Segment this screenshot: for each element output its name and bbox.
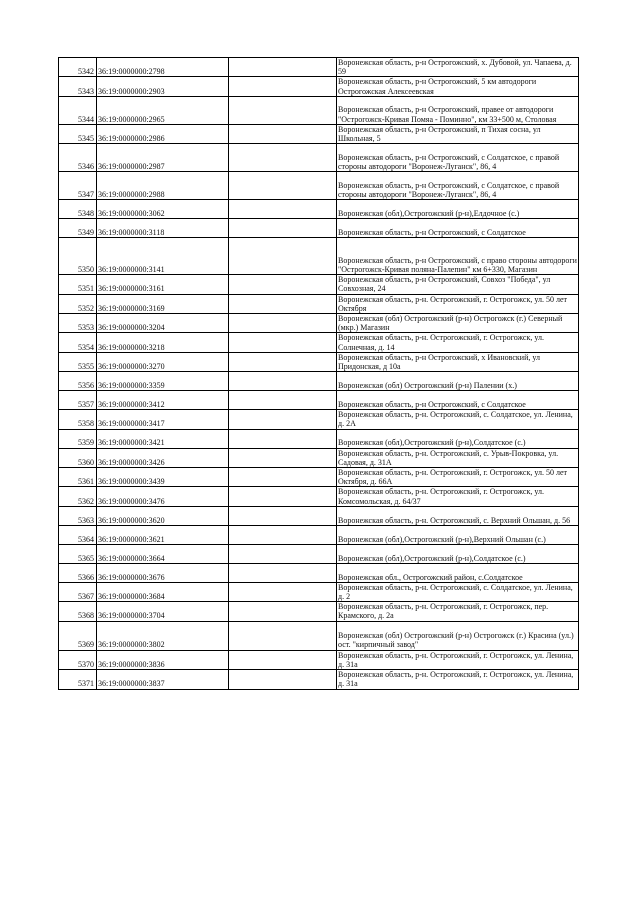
row-number: 5363 <box>59 506 97 525</box>
cadastral-number: 36:19:0000000:3412 <box>97 391 229 410</box>
cadastral-number: 36:19:0000000:2798 <box>97 58 229 77</box>
empty-cell <box>229 391 337 410</box>
table-row <box>59 275 579 294</box>
table-row <box>59 219 579 238</box>
empty-cell <box>229 333 337 352</box>
address-cell: Воронежская (обл) Острогожский (р-н) Острогожск (г.) Северный (мкр.) Магазин <box>337 314 579 333</box>
address-cell: Воронежская область, р-н Острогожский, 5 км автодороги Острогожская Алексеевская <box>337 77 579 96</box>
cadastral-number: 36:19:0000000:3062 <box>97 200 229 219</box>
cadastral-number: 36:19:0000000:3476 <box>97 487 229 506</box>
empty-cell <box>229 238 337 275</box>
table-row <box>59 448 579 467</box>
empty-cell <box>229 58 337 77</box>
table-row <box>59 238 579 275</box>
table-row <box>59 58 579 77</box>
table-row <box>59 144 579 172</box>
address-cell: Воронежская (обл) Острогожский (р-н) Палении (х.) <box>337 372 579 391</box>
empty-cell <box>229 621 337 650</box>
table-row <box>59 544 579 563</box>
address-cell: Воронежская область, р-н. Острогожский, г. Острогожск, ул. Ленина, д. 31а <box>337 670 579 689</box>
row-number: 5353 <box>59 314 97 333</box>
table-row <box>59 487 579 506</box>
row-number: 5355 <box>59 352 97 371</box>
address-cell: Воронежская область, р-н Острогожский, х Ивановский, ул Придонская, д 10а <box>337 352 579 371</box>
cadastral-number: 36:19:0000000:3439 <box>97 468 229 487</box>
cadastral-number: 36:19:0000000:3621 <box>97 525 229 544</box>
cadastral-number: 36:19:0000000:3161 <box>97 275 229 294</box>
address-cell: Воронежская область, р-н Острогожский, правее от автодороги "Острогожск-Кривая Помяа - Поминно", км 33+500 м, Столовая <box>337 96 579 124</box>
table-row <box>59 621 579 650</box>
cadastral-number: 36:19:0000000:3417 <box>97 410 229 429</box>
cadastral-number: 36:19:0000000:3664 <box>97 544 229 563</box>
row-number: 5357 <box>59 391 97 410</box>
row-number: 5369 <box>59 621 97 650</box>
cadastral-number: 36:19:0000000:3204 <box>97 314 229 333</box>
row-number: 5364 <box>59 525 97 544</box>
empty-cell <box>229 275 337 294</box>
empty-cell <box>229 77 337 96</box>
cadastral-number: 36:19:0000000:3836 <box>97 650 229 669</box>
cadastral-number: 36:19:0000000:3218 <box>97 333 229 352</box>
cadastral-number: 36:19:0000000:2986 <box>97 124 229 143</box>
address-cell: Воронежская область, р-н Острогожский, Совхоз "Победа", ул Совхозная, 24 <box>337 275 579 294</box>
cadastral-number: 36:19:0000000:3169 <box>97 294 229 313</box>
address-cell: Воронежская область, р-н. Острогожский, г. Острогожск, ул. 50 лет Октября <box>337 294 579 313</box>
row-number: 5367 <box>59 582 97 601</box>
row-number: 5359 <box>59 429 97 448</box>
address-cell: Воронежская область, р-н. Острогожский, г. Острогожск, ул. Комсомольская, д. 64/37 <box>337 487 579 506</box>
empty-cell <box>229 429 337 448</box>
cadastral-registry-table <box>58 57 579 690</box>
table-row <box>59 96 579 124</box>
address-cell: Воронежская область, р-н. Острогожский, г. Острогожск, пер. Крамского, д. 2а <box>337 602 579 621</box>
row-number: 5345 <box>59 124 97 143</box>
empty-cell <box>229 124 337 143</box>
address-cell: Воронежская область, р-н. Острогожский, г. Острогожск, ул. Ленина, д. 31а <box>337 650 579 669</box>
table-row <box>59 352 579 371</box>
empty-cell <box>229 506 337 525</box>
table-row <box>59 391 579 410</box>
cadastral-number: 36:19:0000000:3118 <box>97 219 229 238</box>
address-cell: Воронежская область, р-н Острогожский, с Солдатское, с правой стороны автодороги "Воронеж-Луганск", 86, 4 <box>337 172 579 200</box>
row-number: 5361 <box>59 468 97 487</box>
row-number: 5362 <box>59 487 97 506</box>
empty-cell <box>229 352 337 371</box>
row-number: 5347 <box>59 172 97 200</box>
address-cell: Воронежская область, р-н. Острогожский, г. Острогожск, ул. 50 лет Октября, д. 66А <box>337 468 579 487</box>
empty-cell <box>229 144 337 172</box>
empty-cell <box>229 314 337 333</box>
table-row <box>59 525 579 544</box>
address-cell: Воронежская область, р-н Острогожский, х. Дубовой, ул. Чапаева, д. 59 <box>337 58 579 77</box>
address-cell: Воронежская обл., Острогожский район, с.Солдатское <box>337 563 579 582</box>
row-number: 5360 <box>59 448 97 467</box>
row-number: 5365 <box>59 544 97 563</box>
address-cell: Воронежская (обл),Острогожский (р-н),Солдатское (с.) <box>337 544 579 563</box>
row-number: 5344 <box>59 96 97 124</box>
empty-cell <box>229 670 337 689</box>
address-cell: Воронежская (обл),Острогожский (р-н),Солдатское (с.) <box>337 429 579 448</box>
table-row <box>59 124 579 143</box>
cadastral-number: 36:19:0000000:3426 <box>97 448 229 467</box>
cadastral-number: 36:19:0000000:3802 <box>97 621 229 650</box>
empty-cell <box>229 602 337 621</box>
table-row <box>59 372 579 391</box>
table-row <box>59 314 579 333</box>
cadastral-number: 36:19:0000000:2903 <box>97 77 229 96</box>
address-cell: Воронежская (обл),Острогожский (р-н),Верхний Ольшан (с.) <box>337 525 579 544</box>
empty-cell <box>229 525 337 544</box>
registry-sheet <box>58 57 578 690</box>
address-cell: Воронежская (обл),Острогожский (р-н),Елдочное (с.) <box>337 200 579 219</box>
row-number: 5368 <box>59 602 97 621</box>
table-row <box>59 172 579 200</box>
cadastral-number: 36:19:0000000:3359 <box>97 372 229 391</box>
address-cell: Воронежская (обл) Острогожский (р-н) Острогожск (г.) Красина (ул.) ост. "кирпичный завод" <box>337 621 579 650</box>
table-row <box>59 77 579 96</box>
table-row <box>59 582 579 601</box>
address-cell: Воронежская область, р-н. Острогожский, с. Урыв-Покровка, ул. Садовая, д. 31А <box>337 448 579 467</box>
row-number: 5346 <box>59 144 97 172</box>
cadastral-number: 36:19:0000000:3620 <box>97 506 229 525</box>
table-row <box>59 429 579 448</box>
cadastral-number: 36:19:0000000:3684 <box>97 582 229 601</box>
address-cell: Воронежская область, р-н Острогожский, п Тихая сосна, ул Школьная, 5 <box>337 124 579 143</box>
empty-cell <box>229 294 337 313</box>
table-row <box>59 506 579 525</box>
row-number: 5370 <box>59 650 97 669</box>
empty-cell <box>229 96 337 124</box>
table-row <box>59 602 579 621</box>
empty-cell <box>229 487 337 506</box>
row-number: 5366 <box>59 563 97 582</box>
address-cell: Воронежская область, р-н. Острогожский, с. Верхний Ольшан, д. 56 <box>337 506 579 525</box>
empty-cell <box>229 219 337 238</box>
empty-cell <box>229 582 337 601</box>
cadastral-number: 36:19:0000000:3837 <box>97 670 229 689</box>
empty-cell <box>229 563 337 582</box>
address-cell: Воронежская область, р-н Острогожский, с Солдатское, с правой стороны автодороги "Воронеж-Луганск", 86, 4 <box>337 144 579 172</box>
empty-cell <box>229 200 337 219</box>
table-row <box>59 650 579 669</box>
table-row <box>59 200 579 219</box>
empty-cell <box>229 172 337 200</box>
empty-cell <box>229 650 337 669</box>
row-number: 5348 <box>59 200 97 219</box>
table-row <box>59 333 579 352</box>
table-row <box>59 563 579 582</box>
row-number: 5356 <box>59 372 97 391</box>
empty-cell <box>229 372 337 391</box>
row-number: 5354 <box>59 333 97 352</box>
cadastral-number: 36:19:0000000:2987 <box>97 144 229 172</box>
row-number: 5358 <box>59 410 97 429</box>
cadastral-number: 36:19:0000000:3141 <box>97 238 229 275</box>
table-row <box>59 294 579 313</box>
empty-cell <box>229 544 337 563</box>
row-number: 5351 <box>59 275 97 294</box>
row-number: 5343 <box>59 77 97 96</box>
address-cell: Воронежская область, р-н. Острогожский, г. Острогожск, ул. Солнечная, д. 14 <box>337 333 579 352</box>
address-cell: Воронежская область, р-н Острогожский, с право стороны автодороги "Острогожск-Кривая поляна-Палепин" км 6+330, Магазин <box>337 238 579 275</box>
row-number: 5350 <box>59 238 97 275</box>
row-number: 5349 <box>59 219 97 238</box>
cadastral-number: 36:19:0000000:2988 <box>97 172 229 200</box>
cadastral-number: 36:19:0000000:3676 <box>97 563 229 582</box>
empty-cell <box>229 468 337 487</box>
table-row <box>59 410 579 429</box>
row-number: 5352 <box>59 294 97 313</box>
empty-cell <box>229 448 337 467</box>
cadastral-number: 36:19:0000000:3270 <box>97 352 229 371</box>
cadastral-number: 36:19:0000000:3704 <box>97 602 229 621</box>
address-cell: Воронежская область, р-н Острогожский, с Солдатское <box>337 391 579 410</box>
cadastral-number: 36:19:0000000:3421 <box>97 429 229 448</box>
address-cell: Воронежская область, р-н. Острогожский, с. Солдатское, ул. Ленина, д. 2А <box>337 410 579 429</box>
address-cell: Воронежская область, р-н Острогожский, с Солдатское <box>337 219 579 238</box>
row-number: 5371 <box>59 670 97 689</box>
table-row <box>59 670 579 689</box>
table-body <box>59 58 579 690</box>
address-cell: Воронежская область, р-н. Острогожский, с. Солдатское, ул. Ленина, д. 2 <box>337 582 579 601</box>
empty-cell <box>229 410 337 429</box>
cadastral-number: 36:19:0000000:2965 <box>97 96 229 124</box>
row-number: 5342 <box>59 58 97 77</box>
table-row <box>59 468 579 487</box>
